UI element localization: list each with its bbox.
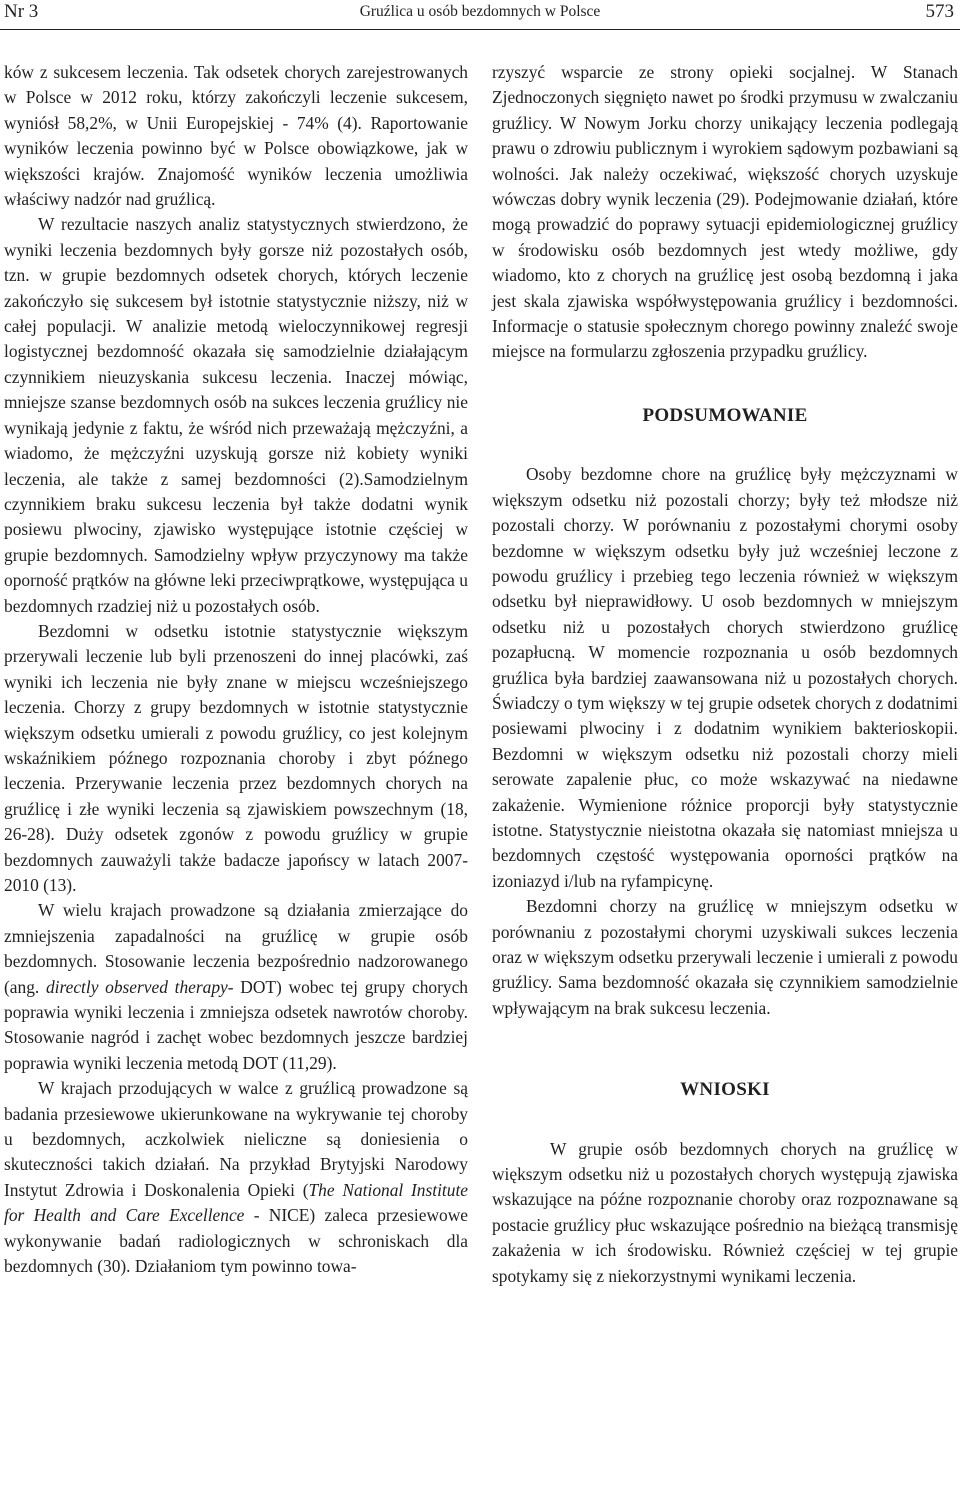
- section-heading-conclusions: WNIOSKI: [680, 1079, 770, 1101]
- issue-number: Nr 3: [4, 1, 39, 22]
- right-column: [492, 60, 958, 1289]
- paragraph: [4, 1076, 468, 1279]
- paragraph: Osoby bezdomne chore na gruźlicę były mężczyznami w większym odsetku niż pozostali chorzy; były też młodsze niż pozostali chorzy. W porównaniu z pozostałymi chorymi osoby bezdomne w większym odsetku były już wcześniej leczone z powodu gruźlicy i przebieg tego leczenia również w większym odsetku był nieprawidłowy. U osob bezdomnych w mniejszym odsetku niż u pozostałych chorych stwierdzono gruźlicę pozapłucną. W momencie rozpoznania u osób bezdomnych gruźlica była bardziej zaawansowana niż u pozostałych chorych. Świadczy o tym większy w tej grupie odsetek chorych z dodatnimi posiewami plwociny i z dodatnim wynikiem bakterioskopii. Bezdomni w większym odsetku niż pozostali chorzy mieli serowate zapalenie płuc, co może wskazywać na niedawne zakażenie. Wymienione różnice proporcji były statystycznie istotne. Statystycznie nieistotna okazała się natomiast mniejsza u bezdomnych częstość występowania oporności prątków na izoniazyd i/lub na ryfampicynę.: [492, 464, 958, 891]
- paragraph: W rezultacie naszych analiz statystycznych stwierdzono, że wyniki leczenia bezdomnych były gorsze niż pozostałych osób, tzn. w grupie bezdomnych odsetek chorych, których leczenie zakończyło się sukcesem był istotnie statystycznie niższy, niż w całej populacji. W analizie metodą wieloczynnikowej regresji logistycznej bezdomność okazała się samodzielnie działającym czynnikiem nieuzyskania sukcesu leczenia. Inaczej mówiąc, mniejsze szanse bezdomnych osób na sukces leczenia gruźlicy nie wynikają jedynie z faktu, że wśród nich przeważają mężczyźni, a wiadomo, że mężczyźni uzyskują gorsze niż kobiety wyniki leczenia, ale także z samej bezdomności (2).Samodzielnym czynnikiem braku sukcesu leczenia był także dodatni wynik posiewu plwociny, zjawisko występujące istotnie częściej w grupie bezdomnych. Samodzielny wpływ przyczynowy ma także oporność prątków na główne leki przeciwprątkowe, występująca u bezdomnych rzadziej niż u pozostałych osób.: [4, 214, 468, 616]
- paragraph: W grupie osób bezdomnych chorych na gruźlicę w większym odsetku niż u pozostałych chorych występują zjawiska wskazujące na późne rozpoznanie choroby oraz rozpoznawane są postacie gruźlicy płuc wskazujące pośrednio na bieżącą transmisję zakażenia w ich środowisku. Również częściej w tej grupie spotykamy się z niekorzystnymi wynikami leczenia.: [492, 1138, 958, 1286]
- text-run: W wielu krajach prowadzone są działania zmierzające do zmniejszenia zapadalności na gruźlicę w grupie osób bezdomnych. Stosowanie leczenia bezpośrednio nadzorowanego (ang.: [4, 900, 468, 997]
- paragraph: ków z sukcesem leczenia. Tak odsetek chorych zarejestrowanych w Polsce w 2012 roku, którzy zakończyli leczenie sukcesem, wyniósł 58,2%, w Unii Europejskiej - 74% (4). Raportowanie wyników leczenia powinno być w Polsce obowiązkowe, jak w większości krajów. Znajomość wyników leczenia umożliwia właściwy nadzór nad gruźlicą.: [4, 62, 468, 210]
- paragraph: rzyszyć wsparcie ze strony opieki socjalnej. W Stanach Zjednoczonych sięgnięto nawet po środki przymusu w zwalczaniu gruźlicy. W Nowym Jorku chorzy unikający leczenia podlegają prawu o zdrowiu publicznym i wyrokiem sądowym pozbawiani są wolności. Jak należy oczekiwać, większość chorych uzyskuje wówczas dobry wynik leczenia (29). Podejmowanie działań, które mogą prowadzić do poprawy sytuacji epidemiologicznej gruźlicy w środowisku osób bezdomnych jest wtedy możliwe, gdy wiadomo, kto z chorych na gruźlicę jest osobą bezdomną i jaka jest skala zjawiska współwystępowania gruźlicy i bezdomności. Informacje o statusie społecznym chorego powinny znaleźć swoje miejsce na formularzu zgłoszenia przypadku gruźlicy.: [492, 62, 958, 362]
- italic-term: directly observed therapy: [45, 976, 228, 997]
- text-run: - NICE) zaleca przesiewowe wykonywanie badań radiologicznych w schroniskach dla bezdomnych (30). Działaniom tym powinno towa-: [4, 1205, 468, 1277]
- section-heading-summary: PODSUMOWANIE: [642, 404, 808, 426]
- italic-term: The National Institute for Health and Care Excellence: [4, 1179, 469, 1226]
- running-header: [0, 0, 960, 40]
- header-rule: [0, 29, 960, 30]
- text-run: W krajach przodujących w walce z gruźlicą prowadzone są badania przesiewowe ukierunkowane na wykrywanie tej choroby u bezdomnych, aczkolwiek nieliczne są doniesienia o skuteczności takich działań. Na przykład Brytyjski Narodowy Instytut Zdrowia i Doskonalenia Opieki (: [4, 1078, 468, 1200]
- paragraph: Bezdomni chorzy na gruźlicę w mniejszym odsetku w porównaniu z pozostałymi chorymi uzyskiwali sukces leczenia oraz w większym odsetku przerywali leczenie i umierali z powodu gruźlicy. Sama bezdomność okazała się czynnikiem samodzielnie wpływającym na brak sukcesu leczenia.: [492, 896, 958, 1018]
- paragraph: [4, 898, 468, 1076]
- journal-running-title: Gruźlica u osób bezdomnych w Polsce: [359, 3, 601, 20]
- page-number: 573: [925, 1, 954, 22]
- left-column: [4, 60, 468, 1280]
- paragraph: Bezdomni w odsetku istotnie statystycznie większym przerywali leczenie lub byli przenoszeni do innej placówki, zaś wyniki ich leczenia nie były znane w miejscu wcześniejszego leczenia. Chorzy z grupy bezdomnych w istotnie statystycznie większym odsetku umierali z powodu gruźlicy, co jest kolejnym wskaźnikiem późnego rozpoznania choroby i zbyt późnego leczenia. Przerywanie leczenia przez bezdomnych chorych na gruźlicę i złe wyniki leczenia są zjawiskiem powszechnym (18, 26-28). Duży odsetek zgonów z powodu gruźlicy w grupie bezdomnych zauważyli także badacze japońscy w latach 2007-2010 (13).: [4, 620, 468, 895]
- text-run: - DOT) wobec tej grupy chorych poprawia wyniki leczenia i zmniejsza odsetek nawrotów choroby. Stosowanie nagród i zachęt wobec bezdomnych jeszcze bardziej poprawia wyniki leczenia metodą DOT (11,29).: [4, 976, 468, 1073]
